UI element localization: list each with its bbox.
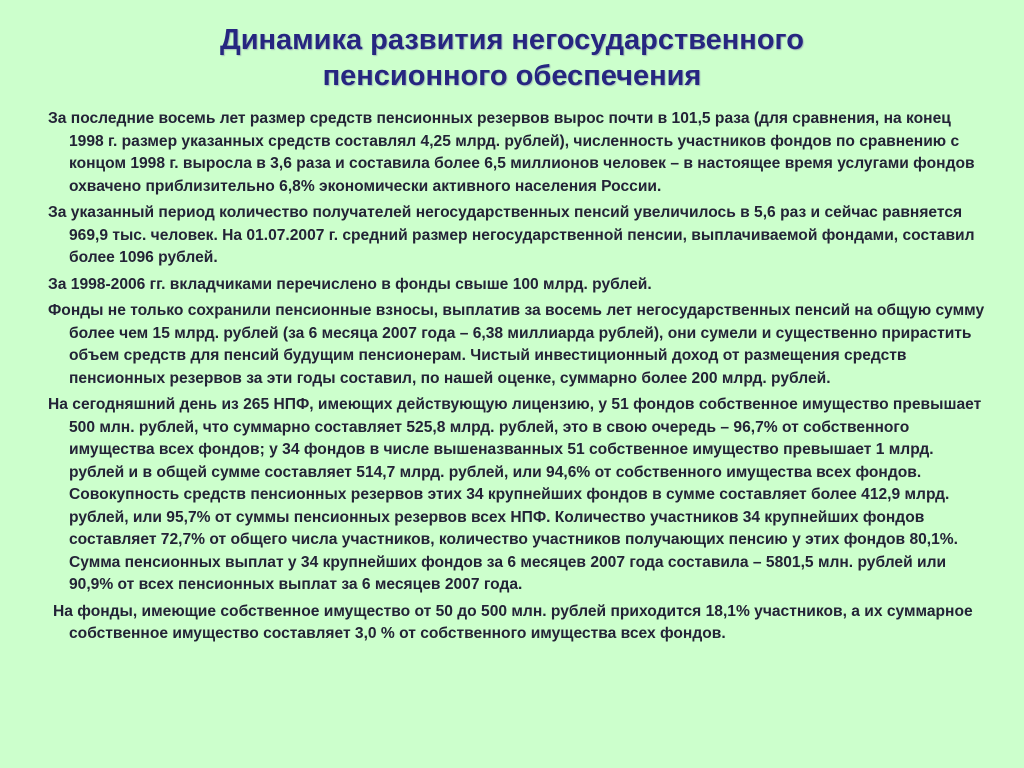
- paragraph-mid-size-funds: На фонды, имеющие собственное имущество от 50 до 500 млн. рублей приходится 18,1% участников, а их суммарное собственное имущество составляет 3,0 % от собственного имущества всех фондов.: [53, 602, 973, 642]
- paragraph-reserves-growth: За последние восемь лет размер средств пенсионных резервов вырос почти в 101,5 раза (для сравнения, на конец 1998 г. размер указанных средств составлял 4,25 млрд. рублей), численность участников фондов по сравнению с концом 1998 г. выросла в 3,6 раза и составила более 6,5 миллионов человек – в настоящее время услугами фондов охвачено приблизительно 6,8% экономически активного населения России.: [48, 110, 975, 195]
- paragraph-contributions: За 1998-2006 гг. вкладчиками перечислено в фонды свыше 100 млрд. рублей.: [48, 275, 652, 293]
- slide-title-line-1: Динамика развития негосударственного: [220, 24, 804, 56]
- slide-body: [48, 108, 988, 650]
- slide-title-line-2: пенсионного обеспечения: [322, 60, 702, 92]
- paragraph-investment-income: Фонды не только сохранили пенсионные взносы, выплатив за восемь лет негосударственных пенсий на общую сумму более чем 15 млрд. рублей (за 6 месяца 2007 года – 6,38 миллиарда рублей), они сумели и существенно прирастить объем средств для пенсий будущим пенсионерам. Чистый инвестиционный доход от размещения средств пенсионных резервов за эти годы составил, по нашей оценке, суммарно более 200 млрд. рублей.: [48, 302, 985, 387]
- paragraph-pension-recipients: За указанный период количество получателей негосударственных пенсий увеличилось в 5,6 раз и сейчас равняется 969,9 тыс. человек. На 01.07.2007 г. средний размер негосударственной пенсии, выплачиваемой фондами, составил более 1096 рублей.: [48, 204, 975, 266]
- slide-title: [0, 22, 1024, 94]
- paragraph-largest-funds: На сегодняшний день из 265 НПФ, имеющих действующую лицензию, у 51 фондов собственное имущество превышает 500 млн. рублей, что суммарно составляет 525,8 млрд. рублей, это в свою очередь – 96,7% от собственного имущества всех фондов; у 34 фондов в числе вышеназванных 51 собственное имущество превышает 1 млрд. рублей и в общей сумме составляет 514,7 млрд. рублей, или 94,6% от собственного имущества всех фондов. Совокупность средств пенсионных резервов этих 34 крупнейших фондов в сумме составляет более 412,9 млрд. рублей, или 95,7% от суммы пенсионных резервов всех НПФ. Количество участников 34 крупнейших фондов составляет 72,7% от общего числа участников, количество участников получающих пенсию у этих фондов 80,1%. Сумма пенсионных выплат у 34 крупнейших фондов за 6 месяцев 2007 года составила – 5801,5 млн. рублей или 90,9% от всех пенсионных выплат за 6 месяцев 2007 года.: [48, 396, 982, 593]
